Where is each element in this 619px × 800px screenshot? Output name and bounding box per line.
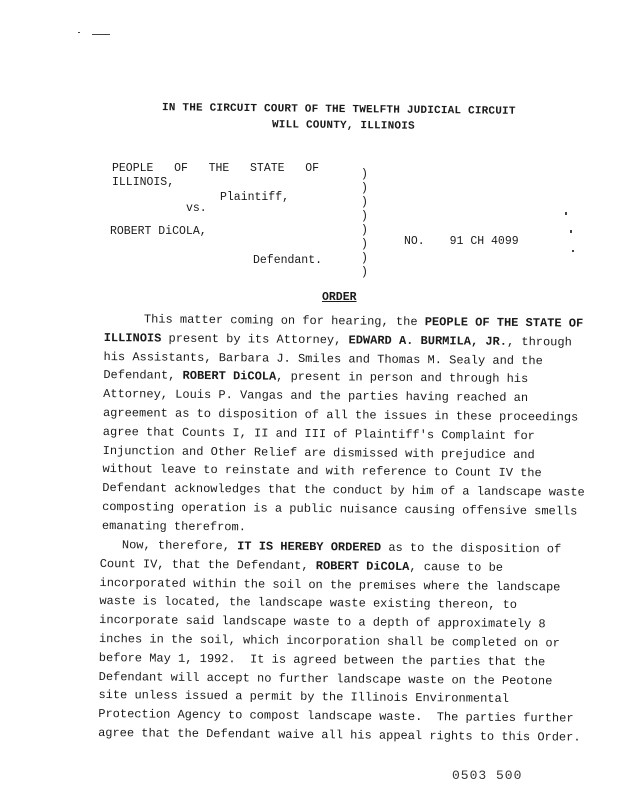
paragraph-2-line: Protection Agency to compost landscape waste. The parties further: [98, 707, 574, 726]
defendant-name: ROBERT DiCOLA,: [110, 225, 207, 238]
paragraph-2-line: incorporated within the soil on the premises where the landscape: [99, 575, 561, 595]
paragraph-1-line: Defendant acknowledges that the conduct by him of a landscape waste: [102, 481, 585, 500]
court-name-line1: IN THE CIRCUIT COURT OF THE TWELFTH JUDICIAL CIRCUIT: [161, 102, 516, 118]
paragraph-1-line: ILLINOIS present by its Attorney, EDWARD A. BURMILA, JR., through: [103, 330, 572, 350]
paragraph-1-line: emanating therefrom.: [101, 518, 247, 535]
scan-speck: [572, 250, 574, 252]
plaintiff-name-line2: ILLINOIS,: [112, 176, 175, 189]
paragraph-2-line: inches in the soil, which incorporation shall be completed on or: [98, 631, 560, 651]
scan-speck: [570, 230, 572, 233]
paragraph-1-line: his Assistants, Barbara J. Smiles and Thomas M. Sealy and the: [103, 349, 543, 368]
order-title: ORDER: [322, 291, 357, 304]
versus-text: vs.: [186, 202, 207, 215]
paren: ): [361, 238, 368, 251]
plaintiff-role: Plaintiff,: [220, 191, 290, 204]
paragraph-1-line: agree that Counts I, II and III of Plaintiff's Complaint for: [102, 424, 535, 443]
plaintiff-name-line1: PEOPLE OF THE STATE OF: [112, 162, 320, 175]
paragraph-1: [101, 310, 585, 545]
paren: ): [361, 252, 368, 265]
paragraph-2-line: Now, therefore, IT IS HEREBY ORDERED as to the disposition of: [121, 538, 562, 557]
court-name-line2: WILL COUNTY, ILLINOIS: [271, 119, 415, 133]
paren: ): [361, 224, 368, 237]
scan-speck: [78, 32, 80, 33]
paragraph-1-line: Defendant, ROBERT DiCOLA, present in person and through his: [103, 368, 529, 387]
paragraph-1-line: This matter coming on for hearing, the PEOPLE OF THE STATE OF: [143, 312, 584, 331]
paren: ): [361, 168, 368, 181]
paragraph-2-line: Defendant will accept no further landscape waste on the Peotone: [98, 669, 553, 688]
paren: ): [361, 182, 368, 195]
case-number: [404, 235, 519, 248]
paren: ): [361, 210, 368, 223]
paragraph-2-line: before May 1, 1992. It is agreed between the parties that the: [98, 650, 546, 670]
paragraph-2-line: Count IV, that the Defendant, ROBERT DiCOLA, cause to be: [99, 556, 504, 575]
paragraph-1-line: composting operation is a public nuisance causing offensive smells: [102, 499, 578, 519]
paren: ): [361, 266, 368, 279]
paren: ): [361, 196, 368, 209]
page-stamp: 0503 500: [452, 768, 523, 783]
case-number-label: NO.: [404, 235, 425, 248]
paragraph-1-line: agreement as to disposition of all the issues in these proceedings: [102, 405, 579, 425]
defendant-role: Defendant.: [253, 254, 323, 267]
case-number-value: 91 CH 4099: [449, 235, 519, 248]
paragraph-1-line: without leave to reinstate and with reference to Count IV the: [102, 462, 542, 481]
caption-parens: [361, 168, 368, 280]
scan-speck: [92, 34, 110, 35]
paragraph-1-line: Injunction and Other Relief are dismissed with prejudice and: [102, 443, 535, 462]
paragraph-2-line: incorporate said landscape waste to a depth of approximately 8: [99, 613, 546, 632]
paragraph-2-line: waste is located, the landscape waste existing thereon, to: [99, 594, 518, 613]
paragraph-1-line: Attorney, Louis P. Vangas and the parties having reached an: [103, 387, 529, 406]
paragraph-2: [98, 536, 581, 756]
paragraph-2-line: site unless issued a permit by the Illinois Environmental: [98, 688, 509, 707]
paragraph-2-line: agree that the Defendant waive all his appeal rights to this Order.: [98, 725, 581, 745]
scan-speck: [565, 212, 567, 215]
